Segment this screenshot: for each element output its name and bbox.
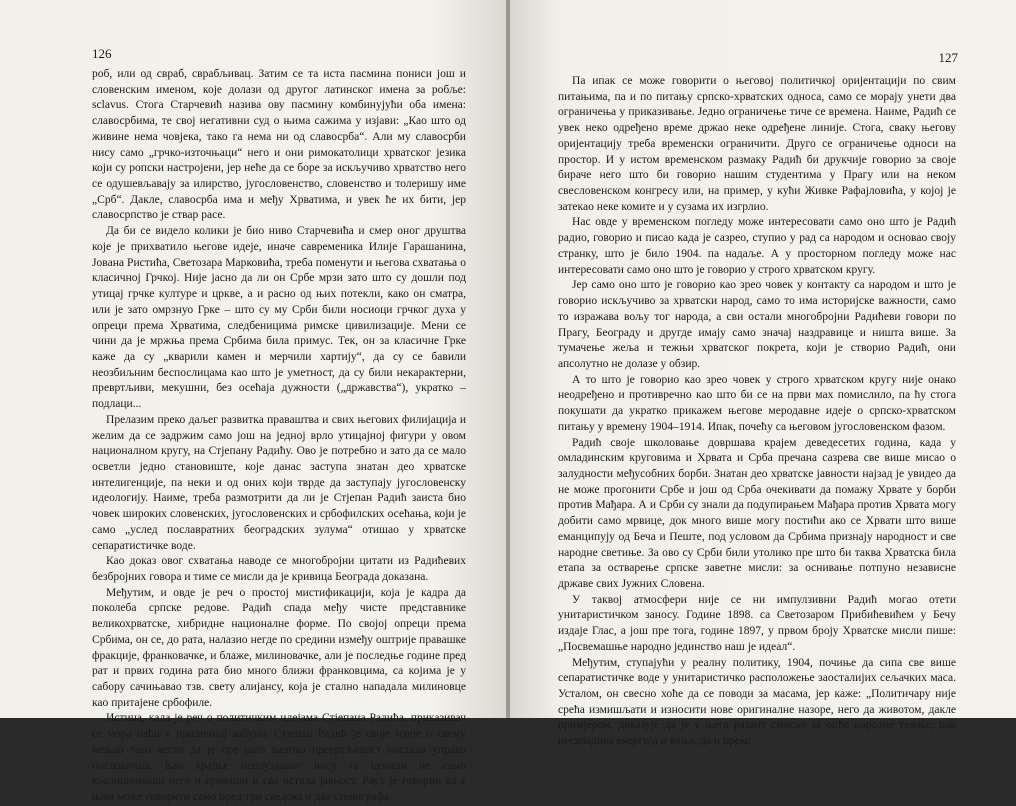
paragraph: А то што је говорио као зрео човек у строго хрватском кругу није онако неодређено и противречно као што би се на први мах помислило, па ћу стога покушати да укратко прикажем његове меродавне идеје о српско-хрватском питању у времену 1904–1914. Ипак, почећу са његовом југословенском фазом.	[558, 373, 956, 433]
paragraph: Јер само оно што је говорио као зрео човек у контакту са народом и што је говорио искључиво за хрватски народ, само то има историјске важности, само то изражава вољу тог народа, а сви остали многобројни Радићеви говори по Прагу, Београду и другде имају само значај наздравице и ништа више. За тумачење жеља и тежњи хрватског покрета, који је створио Радић, они апсолутно не долазе у обзир.	[558, 279, 956, 370]
right-page	[510, 0, 1016, 748]
paragraph: Па ипак се може говорити о његовој политичкој оријентацији по свим питањима, па и по питању српско-хрватских односа, само се морају унети два ограничења у приказивање. Једно ограничење тиче се времена. Наиме, Радић се увек неко одређено време држао неке одређене линије. Стога, сваку његову оријентацију треба временски ограничити. Друго се ограничење односи на простор. И у истом временском размаку Радић би друкчије говорио за своје бираче него што би говорио нашим студентима у Прагу или на неком свесловенском конгресу или, на пример, у кући Живке Рафајловића, у којој је затекао неке комите и у сузама их изгрлио.	[558, 75, 956, 213]
page-body	[558, 74, 956, 750]
paragraph: Међутим, и овде је реч о простој мистификацији, која је кадра да поколеба српске редове. Радић спада међу чисте представнике великохрватске, хибридне националне форме. По својој опреци према Србима, он се, до рата, налазио негде по средини између оштрије правашке фракције, франковачке, и блаже, милиновачке, али је последње године пред рат и првих година рата био много ближи франковцима, са којима је у сабору сачињавао тзв. свету алијансу, која је стално нападала милиновце као притајене србофиле.	[92, 586, 466, 709]
paragraph: Прелазим преко даљег развитка праваштва и свих његових филијација и желим да се задржим само још на једној врло утицајној фигури у овом националном кругу, на Стјепану Радићу. Ово је потребно и зато да се мало осветли једно становиште, које данас заступа знатан део хрватске интелигенције, па неки и од оних који тврде да заступају југословенску идеологију. Наиме, треба размотрити да ли је Стјепан Радић заиста био човек широких словенских, југословенских и србофилских осећања, који је само „услед пославратних београдских зулума“ отишао у хрватске сепаратистичке воде.	[92, 413, 466, 552]
paragraph: Радић своје школовање довршава крајем деведесетих година, када у омладинским круговима и Хрвата и Срба пречана сазрева све више мисао о залудности међусобних борби. Знатан део хрватске јавности најзад је увидео да не може прогонити Србе и још од Срба очекивати да помажу Хрвате у борби против Мађара. А и Срби су знали да подупирањем Мађара против Хрвата могу добити само мрвице, док много више могу постићи ако се Хрвати што више еманципују од Беча и Пеште, под условом да Србима признају народност и све народне светиње. За ово су Срби били утолико пре што би таква Хрватска била етапа за остварење српске заветне мисли: за оснивање потпуно независне државе свих Јужних Словена.	[558, 436, 956, 590]
left-page	[0, 0, 506, 804]
paragraph: Као доказ овог схватања наводе се многобројни цитати из Радићевих безбројних говора и тиме се мисли да је кривица Београда доказана.	[92, 555, 466, 583]
paragraph: Нас овде у временском погледу може интересовати само оно што је Радић радио, говорио и писао када је сазрео, ступио у рад са народом и основао своју странку, што је било 1904. па надаље. А у просторном погледу може нас интересовати само оно што је говорио у строго хрватском кругу.	[558, 216, 956, 276]
page-number: 126	[92, 46, 112, 61]
page-number: 127	[938, 50, 958, 65]
paragraph: Међутим, ступајући у реалну политику, 1904, почиње да сипа све више сепаратистичке воде у унитаристичко расположење заосталијих сељачких маса. Усталом, он свесно хоће да се поводи за масама, јер каже: „Политичару није срећа измишљати и износити нове оригиналне назоре, него да животом, дакле примјером, доказује да је у њега развит смисао за опће народне тежње, пак несвладива енергија и воља, да и преко	[558, 656, 956, 748]
page-body	[92, 67, 466, 806]
paragraph: Истина, када је реч о политичким идејама Стјепана Радића, приказивач се мора наћи у приличној забуни: Стјепан Радић је своје идеје о свему мењао тако често да је пре рата његова превртљивост постала управо пословична. Као крајње непоузданог нису га ценили не само коалиционаши него и праваши и сва остала јавност. Раух је говорио да с њим може говорити само пред три сведока и два стенографа.	[92, 712, 466, 804]
paragraph: У таквој атмосфери није се ни импулзивни Радић могао отети унитаристичком заносу. Године 1898. са Светозаром Прибићевићем у Бечу издаје Глас, а још пре тога, године 1897, у првом броју Хрватске мисли пише: „Посвемашње народно јединство наш је идеал“.	[558, 593, 956, 653]
paragraph: Да би се видело колики је био ниво Старчевића и смер оног друштва које је прихватило његове идеје, иначе савременика Илије Гарашанина, Јована Ристића, Светозара Марковића, треба поменути и његова схватања о класичној Грчкој. Није јасно да ли он Србе мрзи зато што су дошли под утицај грчке културе и цркве, а и расно од њих потекли, како он сматра, или је зато омрзнуо Грке – што су му Срби били носиоци грчког духа у опреци према Хрватима, следбеницима римске цивилизације. Мени се чини да је мржња према Србима била примус. Тек, он за класичне Грке каже да су „кварили камен и мерчили хартију“, да су се бавили неозбиљним беспослицама као што је уметност, да су били некарактерни, превртљиви, мекушни, без осећаја дужности („државства“), укратко – подлаци...	[92, 225, 466, 411]
paragraph: роб, или од свраб, сврабљивац. Затим се та иста пасмина пониси још и словенским именом, које долази од другог латинског имена за робље: sclavus. Стога Старчевић назива ову пасмину комбинујући оба имена: славосрбима, те свој негативни суд о њима сажима у изјави: „Као што од живине нема човјека, тако га нема ни од славосрба“. Али му славосрби нису само „грчко-източњаци“ него и они римокатолици хрватског језика који су ропски настројени, јер неће да се боре за искључиво хрватство него се одушевљавају за илирство, југословенство, словенство и толеришу име „Срб“. Дакле, славосрба има и међу Хрватима, и увек ће их бити, јер славосрпство је ствар расе.	[92, 68, 466, 222]
